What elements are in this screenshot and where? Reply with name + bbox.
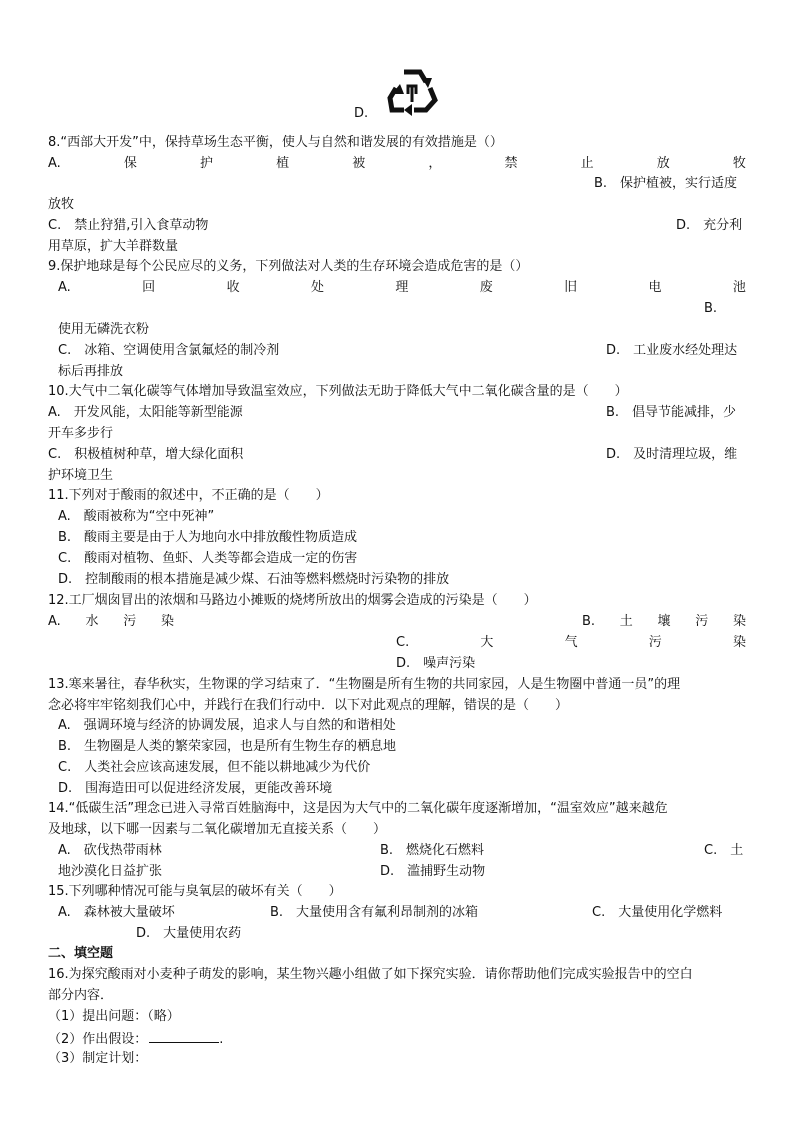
q14-stem-line1: 14.“低碳生活”理念已进入寻常百姓脑海中，这是因为大气中的二氧化碳年度逐渐增加，“温室效应”越来越危 <box>48 801 668 816</box>
q10-option-b[interactable]: B. 倡导节能减排，少 <box>606 405 737 420</box>
q16-step2-end: . <box>219 1032 224 1047</box>
q10-stem: 10.大气中二氧化碳等气体增加导致温室效应，下列做法无助于降低大气中二氧化碳含量的是（ ） <box>48 384 628 399</box>
q12-option-c-prefix: C. <box>396 635 410 650</box>
q12-option-c-char: 气 <box>564 635 578 650</box>
q9-option-d-cont: 标后再排放 <box>58 364 124 379</box>
recycle-symbol-icon <box>386 64 438 116</box>
q10-option-b-cont: 开车多步行 <box>48 426 114 441</box>
q13-stem-line2: 念必将牢牢铭刻我们心中，并践行在我们行动中．以下对此观点的理解，错误的是（ ） <box>48 698 569 713</box>
q12-option-a[interactable] <box>48 612 174 632</box>
q9-option-a[interactable] <box>58 278 746 298</box>
q16-step3: （3）制定计划： <box>48 1051 148 1066</box>
q12-option-b-prefix: B. <box>582 614 596 629</box>
q13-option-a[interactable]: A. 强调环境与经济的协调发展，追求人与自然的和谐相处 <box>58 718 396 733</box>
q15-stem: 15.下列哪种情况可能与臭氧层的破坏有关（ ） <box>48 884 342 899</box>
q15-option-d[interactable]: D. 大量使用农药 <box>136 926 242 941</box>
q8-option-a-char: 止 <box>580 156 594 171</box>
q13-stem-line1: 13.寒来暑往，春华秋实，生物课的学习结束了．“生物圈是所有生物的共同家园，人是生物圈中普通一员”的理 <box>48 677 681 692</box>
q15-option-c[interactable]: C. 大量使用化学燃料 <box>592 905 723 920</box>
q8-option-a-char: 护 <box>200 156 214 171</box>
q16-step2-label: （2）作出假设： <box>48 1032 148 1047</box>
q12-option-c-char: 污 <box>648 635 662 650</box>
q16-step2-row <box>48 1028 223 1050</box>
q12-option-b[interactable] <box>582 612 746 632</box>
q14-stem-line2: 及地球，以下哪一因素与二氧化碳增加无直接关系（ ） <box>48 822 387 837</box>
q8-option-a-char: 被 <box>352 156 366 171</box>
q14-option-c[interactable]: C. 土 <box>704 843 744 858</box>
q8-option-d[interactable]: D. 充分利 <box>676 218 743 233</box>
q12-option-c[interactable] <box>396 633 746 653</box>
q9-option-a-char: 回 <box>142 280 156 295</box>
q10-option-c[interactable]: C. 积极植树种草，增大绿化面积 <box>48 447 244 462</box>
q8-option-a-char: 保 <box>123 156 137 171</box>
q8-stem: 8.“西部大开发”中，保持草场生态平衡，使人与自然和谐发展的有效措施是（） <box>48 135 503 150</box>
q13-option-c[interactable]: C. 人类社会应该高速发展，但不能以耕地减少为代价 <box>58 760 371 775</box>
q9-option-a-char: 池 <box>732 280 746 295</box>
q16-stem-line2: 部分内容． <box>48 988 114 1003</box>
q9-option-a-char: 旧 <box>564 280 578 295</box>
q13-option-b[interactable]: B. 生物圈是人类的繁荣家园，也是所有生物生存的栖息地 <box>58 739 397 754</box>
q12-option-b-char: 污 <box>695 614 709 629</box>
q14-option-d[interactable]: D. 滥捕野生动物 <box>380 864 486 879</box>
q8-option-b[interactable]: B. 保护植被，实行适度 <box>594 176 738 191</box>
q11-stem: 11.下列对于酸雨的叙述中，不正确的是（ ） <box>48 488 329 503</box>
q12-stem: 12.工厂烟囱冒出的浓烟和马路边小摊贩的烧烤所放出的烟雾会造成的污染是（ ） <box>48 593 537 608</box>
q8-option-a-char: 植 <box>276 156 290 171</box>
q14-option-a[interactable]: A. 砍伐热带雨林 <box>58 843 162 858</box>
q9-option-a-char: 废 <box>479 280 493 295</box>
q12-option-a-char: 染 <box>160 614 174 629</box>
q7-option-d-label: D. <box>354 106 369 121</box>
q8-option-a-char: 禁 <box>504 156 518 171</box>
q15-option-a[interactable]: A. 森林被大量破坏 <box>58 905 175 920</box>
q9-option-d[interactable]: D. 工业废水经处理达 <box>606 343 738 358</box>
q16-step1: （1）提出问题：（略） <box>48 1009 180 1024</box>
q8-option-a[interactable] <box>48 154 746 174</box>
q10-option-a[interactable]: A. 开发风能，太阳能等新型能源 <box>48 405 243 420</box>
section-title-fill-blank: 二、填空题 <box>48 946 114 961</box>
q9-option-b: 使用无磷洗衣粉 <box>58 322 150 337</box>
q8-option-d-cont: 用草原，扩大羊群数量 <box>48 239 179 254</box>
q16-stem-line1: 16.为探究酸雨对小麦种子萌发的影响，某生物兴趣小组做了如下探究实验．请你帮助他们完成实验报告中的空白 <box>48 967 693 982</box>
q9-option-a-char: 处 <box>310 280 324 295</box>
q8-option-a-prefix: A. <box>48 156 61 171</box>
q10-option-d[interactable]: D. 及时清理垃圾，维 <box>606 447 738 462</box>
q8-option-b-cont: 放牧 <box>48 197 75 212</box>
q8-option-c[interactable]: C. 禁止狩猎,引入食草动物 <box>48 218 209 233</box>
q16-hypothesis-blank[interactable] <box>149 1028 219 1043</box>
q11-option-b[interactable]: B. 酸雨主要是由于人为地向水中排放酸性物质造成 <box>58 530 358 545</box>
q10-option-d-cont: 护环境卫生 <box>48 468 114 483</box>
q8-option-a-char: 放 <box>656 156 670 171</box>
q9-option-a-prefix: A. <box>58 280 71 295</box>
q9-option-b-label[interactable]: B. <box>704 301 718 316</box>
q9-option-c[interactable]: C. 冰箱、空调使用含氯氟烃的制冷剂 <box>58 343 280 358</box>
q14-option-b[interactable]: B. 燃烧化石燃料 <box>380 843 485 858</box>
q11-option-d[interactable]: D. 控制酸雨的根本措施是减少煤、石油等燃料燃烧时污染物的排放 <box>58 572 450 587</box>
q11-option-a[interactable]: A. 酸雨被称为“空中死神” <box>58 509 215 524</box>
q12-option-a-char: 污 <box>123 614 137 629</box>
q12-option-a-prefix: A. <box>48 614 61 629</box>
q13-option-d[interactable]: D. 围海造田可以促进经济发展，更能改善环境 <box>58 781 333 796</box>
q9-option-a-char: 理 <box>395 280 409 295</box>
q12-option-a-char: 水 <box>85 614 99 629</box>
q8-option-a-char: 牧 <box>732 156 746 171</box>
q12-option-c-char: 染 <box>732 635 746 650</box>
q14-option-c-cont: 地沙漠化日益扩张 <box>58 864 163 879</box>
q12-option-b-char: 染 <box>732 614 746 629</box>
q12-option-b-char: 壤 <box>657 614 671 629</box>
q8-option-a-char: ， <box>428 156 442 171</box>
q11-option-c[interactable]: C. 酸雨对植物、鱼虾、人类等都会造成一定的伤害 <box>58 551 358 566</box>
q15-option-b[interactable]: B. 大量使用含有氟利昂制剂的冰箱 <box>270 905 479 920</box>
q9-option-a-char: 收 <box>226 280 240 295</box>
q12-option-c-char: 大 <box>480 635 494 650</box>
q9-option-a-char: 电 <box>648 280 662 295</box>
q9-stem: 9.保护地球是每个公民应尽的义务，下列做法对人类的生存环境会造成危害的是（） <box>48 259 529 274</box>
q12-option-b-char: 土 <box>619 614 633 629</box>
q12-option-d[interactable]: D. 噪声污染 <box>396 656 476 671</box>
